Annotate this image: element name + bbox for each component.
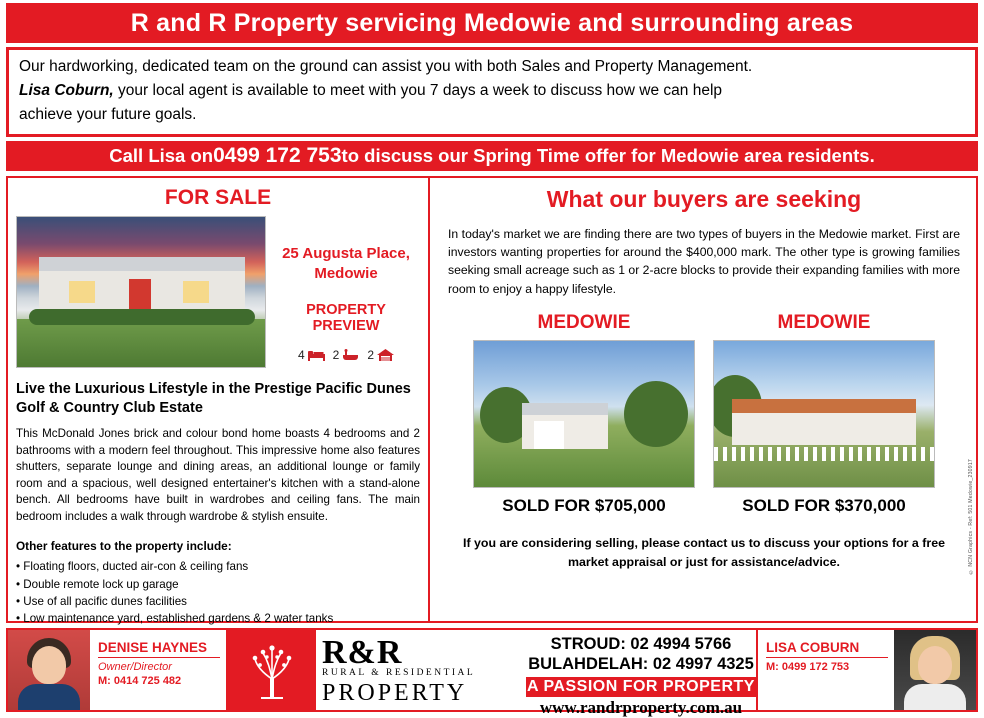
sold-properties-row [442, 312, 966, 516]
agent-name: LISA COBURN [766, 640, 888, 658]
brand-contact [526, 630, 756, 718]
garage-feature [367, 348, 394, 362]
cta-phone-number[interactable]: 0499 172 753 [213, 143, 342, 167]
website-link[interactable]: www.randrproperty.com.au [539, 698, 743, 718]
bathrooms-count: 2 [332, 348, 340, 363]
agent-role: Owner/Director [98, 660, 172, 673]
listing-summary [16, 216, 420, 368]
listing-address: 25 Augusta Place, Medowie [282, 244, 410, 283]
other-features-list [16, 558, 420, 628]
logo-mark-panel [228, 630, 316, 710]
agent-mobile[interactable]: M: 0499 172 753 [766, 660, 850, 673]
feature-icon-row [272, 348, 420, 362]
bathrooms-feature [333, 348, 360, 362]
other-features-heading: Other features to the property include: [16, 539, 232, 554]
bath-icon [342, 349, 359, 361]
listing-headline: Live the Luxurious Lifestyle in the Prestige Pacific Dunes Golf & Country Club Estate [16, 380, 411, 416]
list-item: • Low maintenance yard, established gardens & 2 water tanks [16, 610, 420, 627]
sold-price: SOLD FOR $705,000 [502, 495, 666, 515]
cta-suffix: to discuss our Spring Time offer for Medowie area residents. [341, 144, 875, 166]
intro-block [6, 47, 978, 137]
call-to-action-bar [6, 141, 978, 171]
sold-suburb: MEDOWIE [537, 311, 631, 333]
list-item: • Floating floors, ducted air-con & ceiling fans [16, 558, 420, 575]
brand-tagline: A PASSION FOR PROPERTY [527, 678, 755, 696]
bedrooms-feature [298, 348, 325, 362]
agent-mobile[interactable]: M: 0414 725 482 [98, 674, 182, 687]
agent-info [758, 630, 894, 710]
for-sale-heading: FOR SALE [164, 185, 272, 209]
closing-statement: If you are considering selling, please contact us to discuss your options for a free market appraisal or just for assistance/advice. [463, 535, 945, 569]
sold-card [713, 312, 935, 516]
listing-photo [16, 216, 266, 368]
bed-icon [308, 349, 325, 361]
sold-suburb: MEDOWIE [777, 311, 871, 333]
agent-info [90, 630, 226, 710]
avatar [8, 630, 90, 710]
for-sale-panel [6, 176, 430, 626]
sold-photo [473, 340, 695, 488]
sold-photo [713, 340, 935, 488]
intro-line-2 [19, 81, 965, 102]
bedrooms-count: 4 [297, 348, 305, 363]
list-item: • Double remote lock up garage [16, 576, 420, 593]
sold-card [473, 312, 695, 516]
brand-word: PROPERTY [322, 679, 468, 706]
agent-name: DENISE HAYNES [98, 640, 220, 658]
tree-icon [239, 637, 305, 703]
brand-monogram: R&R [322, 633, 403, 671]
office-phone-bulahdelah[interactable]: BULAHDELAH: 02 4997 4325 [528, 655, 754, 674]
intro-line-2-rest: your local agent is available to meet with you 7 days a week to discuss how we can help [113, 81, 723, 99]
masthead-banner [6, 3, 978, 43]
side-credit: © NCN Graphics - Ref: 501 Medowie_230917 [968, 459, 974, 575]
intro-line-1: Our hardworking, dedicated team on the ground can assist you with both Sales and Property Management. [19, 58, 753, 75]
avatar [894, 630, 976, 710]
list-item: • Use of all pacific dunes facilities [16, 593, 420, 610]
buyers-panel [430, 176, 978, 623]
sold-price: SOLD FOR $370,000 [742, 495, 906, 515]
advertisement-page [0, 3, 984, 718]
listing-details [266, 216, 420, 368]
brand-subtitle: RURAL & RESIDENTIAL [322, 667, 476, 678]
brand-block [228, 628, 756, 718]
footer-bar [6, 628, 978, 718]
brand-wordmark [316, 630, 526, 710]
agent-name-inline: Lisa Coburn, [19, 81, 114, 99]
buyers-heading: What our buyers are seeking [546, 185, 862, 212]
agent-card-denise [6, 628, 228, 712]
property-preview-label: PROPERTY PREVIEW [306, 302, 386, 335]
garage-icon [377, 349, 394, 361]
buyers-body-text: In today's market we are finding there are two types of buyers in the Medowie market. First are investors wanting properties for around the $400,000 mark. The other type is growing families seeking small acreage such as 1 or 2-acre blocks to provide their expanding families with more room to enjoy a happy lifestyle. [448, 226, 960, 296]
garage-count: 2 [367, 348, 375, 363]
office-phone-stroud[interactable]: STROUD: 02 4994 5766 [550, 634, 732, 653]
listing-description: This McDonald Jones brick and colour bond home boasts 4 bedrooms and 2 bathrooms with a modern feel throughout. This impressive home also features shutters, separate lounge and dining areas, an additional lounge or family room and a spacious, well designed entertainer's kitchen with a stand-alone bench. All bedrooms have built in wardrobes and ceiling fans. The main bedroom includes a walk through wardrobe & stylish ensuite. [16, 427, 420, 523]
cta-prefix: Call Lisa on [109, 144, 214, 166]
agent-card-lisa [756, 628, 978, 712]
intro-line-3: achieve your future goals. [19, 105, 197, 123]
page-title: R and R Property servicing Medowie and surrounding areas [130, 8, 854, 37]
content-columns [6, 176, 978, 626]
